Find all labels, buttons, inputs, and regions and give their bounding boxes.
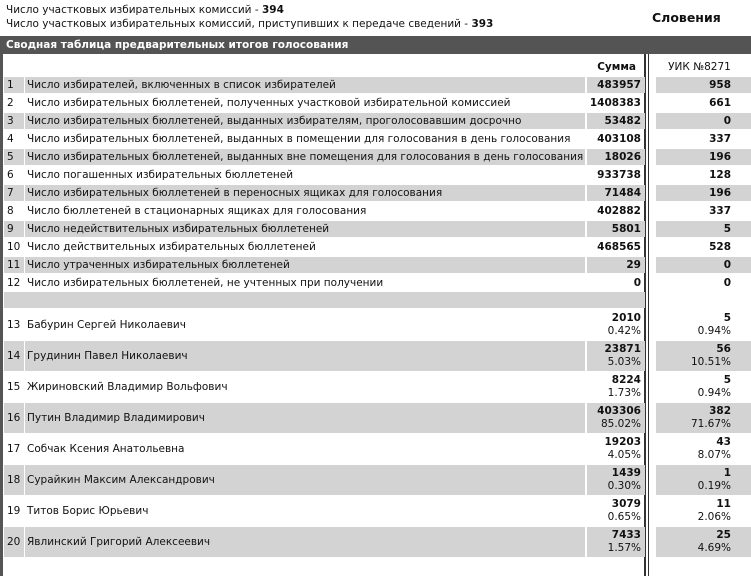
row-uik: 0 [656, 113, 751, 129]
row-number: 10 [7, 241, 21, 253]
candidate-uik [656, 527, 751, 557]
row-uik: 0 [656, 257, 751, 273]
candidate-sum [587, 372, 645, 402]
row-name: Число избирательных бюллетеней, выданных вне помещения для голосования в день голосования [27, 151, 584, 163]
row-name: Число избирательных бюллетеней, выданных в помещении для голосования в день голосования [27, 133, 571, 145]
candidate-number: 17 [7, 443, 21, 455]
candidate-name: Собчак Ксения Анатольевна [27, 443, 185, 455]
row-sum: 71484 [587, 185, 645, 201]
candidate-sum-percent: 0.42% [607, 325, 641, 337]
row-name: Число избирательных бюллетеней в переносных ящиках для голосования [25, 185, 585, 201]
row-name: Число избирательных бюллетеней, выданных избирателям, проголосовавшим досрочно [25, 113, 585, 129]
row-number: 9 [4, 221, 24, 237]
candidate-uik-votes: 11 [716, 498, 731, 510]
row-sum: 933738 [597, 169, 641, 181]
row-uik: 128 [709, 169, 731, 181]
candidate-sum [587, 434, 645, 464]
candidate-number: 15 [7, 381, 21, 393]
row-number: 7 [4, 185, 24, 201]
stat-row [4, 275, 751, 291]
reported-commissions-count [6, 18, 493, 30]
candidate-uik [656, 310, 751, 340]
stat-row [4, 77, 751, 93]
row-uik: 196 [656, 185, 751, 201]
candidate-uik-percent: 8.07% [697, 449, 731, 461]
row-uik: 958 [656, 77, 751, 93]
row-uik: 337 [709, 205, 731, 217]
row-sum: 53482 [587, 113, 645, 129]
candidate-number: 20 [4, 527, 24, 557]
candidate-sum-percent: 85.02% [600, 418, 641, 430]
row-name: Число избирателей, включенных в список избирателей [25, 77, 585, 93]
commissions-count-value: 394 [261, 4, 284, 16]
candidate-sum [587, 527, 645, 557]
candidate-uik-votes: 56 [716, 343, 731, 355]
region-title: Словения [652, 10, 721, 25]
stat-row [4, 185, 751, 201]
stat-row [4, 257, 751, 273]
row-sum: 402882 [597, 205, 641, 217]
candidate-name: Титов Борис Юрьевич [27, 505, 149, 517]
stat-row [4, 203, 751, 219]
row-uik: 528 [709, 241, 731, 253]
candidate-sum [587, 496, 645, 526]
stat-row [4, 113, 751, 129]
candidate-sum-votes: 2010 [611, 312, 641, 324]
row-sum: 18026 [587, 149, 645, 165]
row-uik: 5 [656, 221, 751, 237]
candidate-number: 16 [4, 403, 24, 433]
candidate-sum-votes: 19203 [604, 436, 641, 448]
candidate-uik-percent: 71.67% [690, 418, 731, 430]
row-sum: 483957 [587, 77, 645, 93]
row-spacer [4, 292, 645, 308]
candidate-sum [587, 465, 645, 495]
stat-row [4, 95, 751, 111]
candidate-uik [656, 465, 751, 495]
row-number: 11 [4, 257, 24, 273]
row-sum: 1408383 [589, 97, 641, 109]
table-title-banner: Сводная таблица предварительных итогов голосования [0, 36, 751, 54]
candidate-row [4, 527, 751, 557]
row-name: Число избирательных бюллетеней, не учтенных при получении [27, 277, 384, 289]
row-uik: 196 [656, 149, 751, 165]
candidate-sum-votes: 7433 [611, 529, 641, 541]
candidate-name: Сурайкин Максим Александрович [25, 465, 585, 495]
candidate-name: Бабурин Сергей Николаевич [27, 319, 186, 331]
stat-row [4, 167, 751, 183]
candidate-uik [656, 434, 751, 464]
candidate-uik-votes: 1 [723, 467, 731, 479]
candidate-name: Грудинин Павел Николаевич [25, 341, 585, 371]
row-number: 3 [4, 113, 24, 129]
candidate-row [4, 465, 751, 495]
row-number: 6 [7, 169, 14, 181]
row-name: Число бюллетеней в стационарных ящиках для голосования [27, 205, 367, 217]
stat-row [4, 221, 751, 237]
candidate-row [4, 310, 751, 340]
candidate-row [4, 496, 751, 526]
row-number: 12 [7, 277, 21, 289]
candidate-name: Жириновский Владимир Вольфович [27, 381, 228, 393]
row-name: Число погашенных избирательных бюллетеней [27, 169, 294, 181]
candidate-sum-votes: 8224 [611, 374, 641, 386]
row-uik: 661 [709, 97, 731, 109]
row-number: 1 [4, 77, 24, 93]
candidate-uik [656, 403, 751, 433]
candidate-sum-percent: 1.73% [607, 387, 641, 399]
candidate-uik-votes: 5 [723, 374, 731, 386]
candidate-uik-percent: 4.69% [697, 542, 731, 554]
column-header-sum: Сумма [597, 61, 636, 73]
candidate-uik-votes: 43 [716, 436, 731, 448]
candidate-sum-votes: 23871 [604, 343, 641, 355]
column-header-uik: УИК №8271 [668, 61, 731, 73]
reported-count-value: 393 [471, 18, 494, 30]
candidate-uik-percent: 0.19% [697, 480, 731, 492]
candidate-uik-votes: 5 [723, 312, 731, 324]
candidate-sum-percent: 0.30% [607, 480, 641, 492]
row-name: Число действительных избирательных бюллетеней [27, 241, 316, 253]
candidate-row [4, 434, 751, 464]
candidate-sum-percent: 4.05% [607, 449, 641, 461]
candidate-sum-percent: 5.03% [607, 356, 641, 368]
candidate-uik [656, 496, 751, 526]
candidate-uik-votes: 25 [716, 529, 731, 541]
row-number: 8 [7, 205, 14, 217]
stat-row [4, 149, 751, 165]
candidate-uik-votes: 382 [709, 405, 731, 417]
candidate-uik [656, 372, 751, 402]
candidate-sum [587, 341, 645, 371]
candidate-row [4, 372, 751, 402]
stat-row [4, 239, 751, 255]
candidate-sum-votes: 3079 [611, 498, 641, 510]
stat-row [4, 131, 751, 147]
candidate-uik-percent: 2.06% [697, 511, 731, 523]
candidate-row [4, 403, 751, 433]
row-sum: 0 [633, 277, 641, 289]
row-sum: 29 [587, 257, 645, 273]
candidate-name: Путин Владимир Владимирович [25, 403, 585, 433]
row-sum: 5801 [587, 221, 645, 237]
candidate-number: 13 [7, 319, 21, 331]
candidate-uik-percent: 10.51% [690, 356, 731, 368]
row-sum: 468565 [597, 241, 641, 253]
row-uik: 0 [723, 277, 731, 289]
row-name: Число избирательных бюллетеней, полученных участковой избирательной комиссией [27, 97, 511, 109]
row-name: Число недействительных избирательных бюллетеней [25, 221, 585, 237]
candidate-sum-votes: 403306 [597, 405, 641, 417]
candidate-sum [587, 403, 645, 433]
candidate-row [4, 341, 751, 371]
commissions-count [6, 4, 284, 16]
candidate-uik-percent: 0.94% [697, 387, 731, 399]
reported-count-label: Число участковых избирательных комиссий, приступивших к передаче сведений - [6, 18, 472, 30]
row-uik: 337 [709, 133, 731, 145]
candidate-uik [656, 341, 751, 371]
candidate-number: 18 [4, 465, 24, 495]
candidate-sum-percent: 1.57% [607, 542, 641, 554]
candidate-sum-percent: 0.65% [607, 511, 641, 523]
candidate-sum-votes: 1439 [611, 467, 641, 479]
row-number: 4 [7, 133, 14, 145]
candidate-uik-percent: 0.94% [697, 325, 731, 337]
candidate-sum [587, 310, 645, 340]
candidate-name: Явлинский Григорий Алексеевич [25, 527, 585, 557]
candidate-number: 14 [4, 341, 24, 371]
row-sum: 403108 [597, 133, 641, 145]
row-name: Число утраченных избирательных бюллетеней [25, 257, 585, 273]
commissions-count-label: Число участковых избирательных комиссий - [6, 4, 262, 16]
candidate-number: 19 [7, 505, 21, 517]
row-number: 5 [4, 149, 24, 165]
row-number: 2 [7, 97, 14, 109]
